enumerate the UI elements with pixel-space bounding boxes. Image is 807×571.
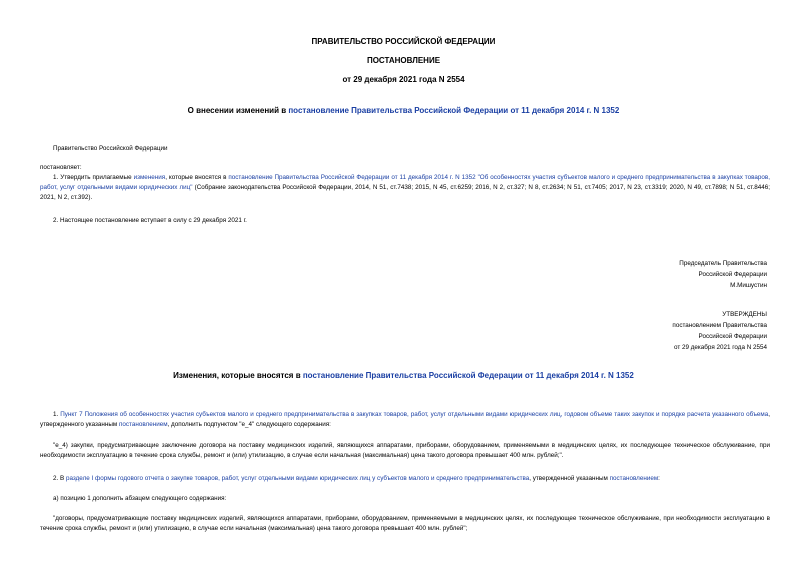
issuer-line: Правительство Российской Федерации xyxy=(53,145,168,152)
item-1-b: , которые вносятся в xyxy=(165,174,229,181)
title-prefix: О внесении изменений в xyxy=(187,106,289,115)
signature-name: М.Мишустин xyxy=(730,282,767,289)
changes-title-prefix: Изменения, которые вносятся в xyxy=(173,371,303,380)
title-link[interactable]: постановление Правительства Российской Федерации от 11 декабря 2014 г. N 1352 xyxy=(288,106,620,115)
change-2-link[interactable]: разделе I формы годового отчета о закупке товаров, работ, услуг отдельными видами юридических лиц у субъектов малого и среднего предпринимательства xyxy=(65,475,530,482)
approved-label: УТВЕРЖДЕНЫ xyxy=(722,311,767,318)
signature-position: Председатель Правительства xyxy=(679,260,767,267)
change-1-num: 1. xyxy=(53,411,61,418)
approved-by: постановлением Правительства xyxy=(672,322,767,329)
item-1-decree-link[interactable]: постановление Правительства Российской Федерации от 11 декабря 2014 г. N 1352 "Об особенностях участия субъектов малого и среднего предпринимательства в закупках товаров, работ, услуг отдельными видами юридических лиц" xyxy=(40,174,770,191)
signature-country: Российской Федерации xyxy=(698,271,767,278)
approved-date-number: от 29 декабря 2021 года N 2554 xyxy=(673,344,767,351)
change-1-a: , утвержденного указанным xyxy=(40,411,770,428)
change-2-paragraph xyxy=(40,474,770,484)
document-title xyxy=(0,106,807,115)
item-1-a: 1. Утвердить прилагаемые xyxy=(53,174,134,181)
change-2-decree-link[interactable]: постановлением xyxy=(609,475,659,482)
sub-a-paragraph: а) позицию 1 дополнить абзацем следующего содержания: xyxy=(53,495,227,502)
government-heading: ПРАВИТЕЛЬСТВО РОССИЙСКОЙ ФЕДЕРАЦИИ xyxy=(311,37,496,46)
item-2-paragraph: 2. Настоящее постановление вступает в силу с 29 декабря 2021 г. xyxy=(53,217,247,224)
change-1-decree-link[interactable]: постановлением xyxy=(119,421,168,428)
item-1-paragraph xyxy=(40,173,770,203)
changes-title xyxy=(0,371,807,380)
changes-title-link[interactable]: постановление Правительства Российской Федерации от 11 декабря 2014 г. N 1352 xyxy=(302,371,634,380)
document-date-number: от 29 декабря 2021 года N 2554 xyxy=(342,75,465,84)
approved-country: Российской Федерации xyxy=(698,333,767,340)
change-1-b: , дополнить подпунктом "е_4" следующего содержания: xyxy=(167,421,331,428)
change-1-paragraph xyxy=(40,410,770,430)
quote-1-paragraph: "е_4) закупки, предусматривающие заключение договора на поставку медицинских изделий, являющихся аппаратами, приборами, оборудованием, применяемыми в медицинских целях, их последующее техническое обслуживание, при необходимости эксплуатацию в течение срока службы, ремонт и (или) утилизацию, в случае если начальная (максимальная) цена такого договора превышает 400 млн. рублей;". xyxy=(40,442,770,459)
quote-2-paragraph: "договоры, предусматривающие поставку медицинских изделий, являющихся аппаратами, приборами, оборудованием, применяемыми в медицинских целях, их последующее техническое обслуживание, при необходимости эксплуатацию в течение срока службы, ремонт и (или) утилизацию, в случае если начальная (максимальная) цена такого договора превышает 400 млн. рублей"; xyxy=(40,515,770,532)
change-2-num: 2. В xyxy=(53,475,66,482)
change-2-a: , утвержденной указанным xyxy=(529,475,610,482)
item-1-c: (Собрание законодательства Российской Федерации, 2014, N 51, ст.7438; 2015, N 45, ст.6259; 2016, N 2, ст.327; N 8, ст.2634; N 51, ст.7405; 2017, N 23, ст.3319; 2020, N 49, ст.7898; N 51, ст.8446; 2021, N 2, ст.392). xyxy=(40,184,770,201)
change-2-b: : xyxy=(658,475,660,482)
decree-line: постановляет: xyxy=(40,164,82,171)
change-1-link[interactable]: Пункт 7 Положения об особенностях участия субъектов малого и среднего предпринимательства в закупках товаров, работ, услуг отдельными видами юридических лиц, годовом объеме таких закупок и порядке расчета указанного объема xyxy=(60,411,769,418)
item-1-changes-link[interactable]: изменения xyxy=(133,174,166,181)
document-type: ПОСТАНОВЛЕНИЕ xyxy=(366,56,441,65)
